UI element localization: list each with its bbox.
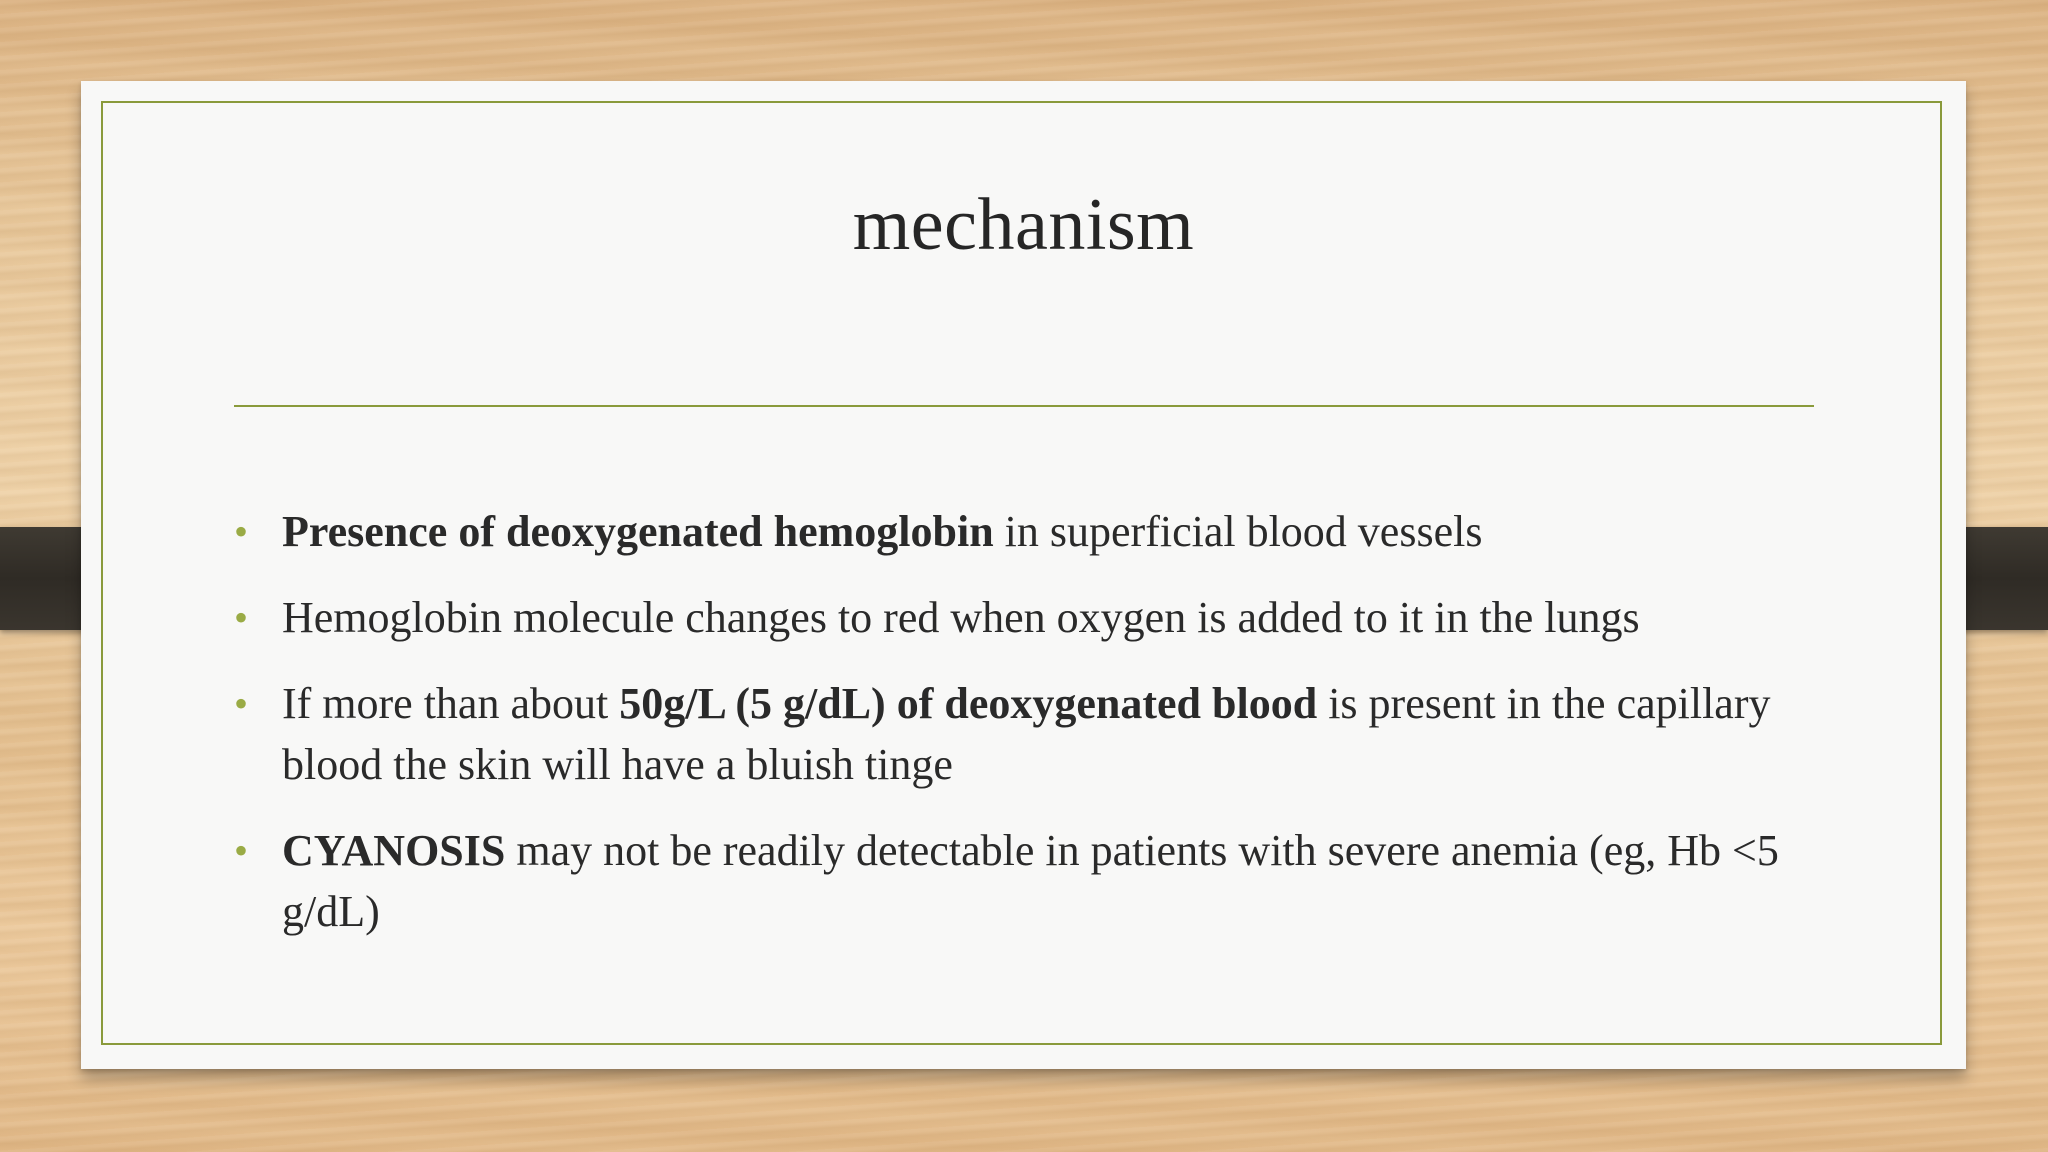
bullet-text: may not be readily detectable in patients with severe anemia (eg, Hb <5 g/dL) [282,826,1779,936]
bullet-bold-text: Presence of deoxygenated hemoglobin [282,507,994,556]
bullet-item [234,673,1834,795]
slide [81,81,1966,1069]
bullet-icon: • [234,509,249,554]
bullet-item [234,501,1834,562]
bullet-item [234,587,1834,648]
bullet-text: is present in the capillary blood the skin will have a bluish tinge [282,679,1771,789]
bullet-icon: • [234,681,249,726]
bullet-icon: • [234,595,249,640]
slide-title: mechanism [852,184,1195,266]
bullet-bold-text: CYANOSIS [282,826,506,875]
title-divider [234,405,1814,407]
bullet-text: If more than about [282,679,620,728]
bullet-item [234,820,1834,942]
bullet-icon: • [234,828,249,873]
bullet-text: Hemoglobin molecule changes to red when oxygen is added to it in the lungs [282,593,1640,642]
bullet-text: in superficial blood vessels [993,507,1483,556]
bullet-list [234,501,1834,967]
bullet-bold-text: 50g/L (5 g/dL) of deoxygenated blood [619,679,1318,728]
